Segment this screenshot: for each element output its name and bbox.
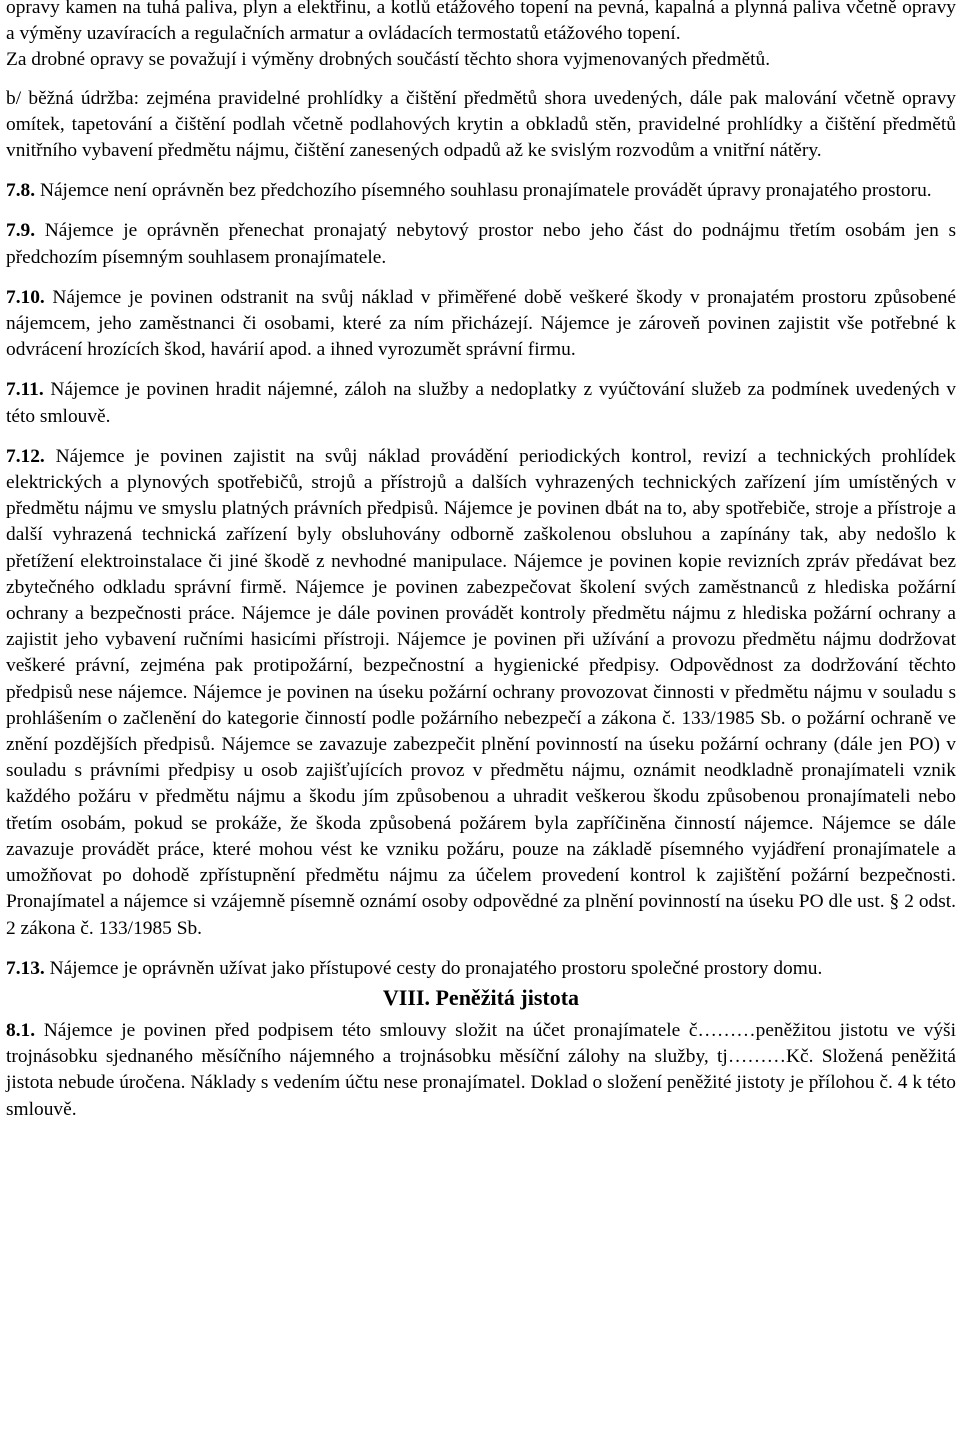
clause-text: Nájemce je oprávněn užívat jako přístupové cesty do pronajatého prostoru společné prostory domu. xyxy=(44,957,823,979)
clause-text: Nájemce je oprávněn přenechat pronajatý nebytový prostor nebo jeho část do podnájmu třetím osobám jen s předchozím písemným souhlasem pronajímatele. xyxy=(6,220,956,268)
clause-8-1 xyxy=(6,1018,956,1123)
clause-7-11 xyxy=(6,377,956,429)
clause-number: 7.12. xyxy=(6,445,45,467)
clause-text: Nájemce je povinen zajistit na svůj náklad provádění periodických kontrol, revizí a technických prohlídek elektrických a plynových spotřebičů, strojů a přístrojů a dalších vyhrazených technických zařízení jím umístěných v předmětu nájmu ve smyslu platných právních předpisů. Nájemce je povinen dbát na to, aby spotřebiče, stroje a přístroje a další vyhrazená technická zařízení byly obsluhovány odborně zaškolenou obsluhou a zapínány tak, aby nedošlo k přetížení elektroinstalace či jiné škodě z nevhodné manipulace. Nájemce je povinen kopie revizních zpráv předávat bez zbytečného odkladu správní firmě. Nájemce je povinen zabezpečovat školení svých zaměstnanců z hlediska požární ochrany a bezpečnosti práce. Nájemce je dále povinen provádět kontroly předmětu nájmu z hlediska požární ochrany a zajistit jeho vybavení ručními hasicími přístroji. Nájemce je povinen při užívání a provozu předmětu nájmu dodržovat veškeré právní, zejména pak protipožární, bezpečnostní a hygienické předpisy. Odpovědnost za dodržování těchto předpisů nese nájemce. Nájemce je povinen na úseku požární ochrany provozovat činnosti v předmětu nájmu v souladu s prohlášením o začlenění do kategorie činností podle požárního nebezpečí a zákona č. 133/1985 Sb. o požární ochraně ve znění pozdějších předpisů. Nájemce se zavazuje zabezpečit plnění povinností na úseku požární ochrany (dále jen PO) v souladu s právními předpisy u osob zajišťujících provoz v předmětu nájmu, oznámit neodkladně pronajímateli vznik každého požáru v předmětu nájmu a škodu jím způsobenou a uhradit veškerou škodu způsobenou pronajímateli nebo třetím osobám, pokud se prokáže, že škoda způsobená požárem byla zapříčiněna činností nájemce. Nájemce se dále zavazuje provádět práce, které mohou vést ke vzniku požáru, pouze na základě písemného vyjádření pronajímatele a umožňovat po dohodě zpřístupnění předmětu nájmu za účelem provedení kontrol k zajištění požární bezpečnosti. Pronajímatel a nájemce si vzájemně písemně oznámí osoby odpovědné za plnění povinností na úseku PO dle ust. § 2 odst. 2 zákona č. 133/1985 Sb. xyxy=(6,445,956,939)
clause-text: Nájemce je povinen před podpisem této smlouvy složit na účet pronajímatele č………peněžitou jistotu ve výši trojnásobku sjednaného měsíčního nájemného a trojnásobku měsíční zálohy na služby, tj………Kč. Složená peněžitá jistota nebude úročena. Náklady s vedením účtu nese pronajímatel. Doklad o složení peněžité jistoty je přílohou č. 4 k této smlouvě. xyxy=(6,1019,956,1120)
clause-number: 8.1. xyxy=(6,1019,36,1041)
clause-text: Nájemce není oprávněn bez předchozího písemného souhlasu pronajímatele provádět úpravy pronajatého prostoru. xyxy=(35,180,932,202)
intro-paragraph-minor-repairs: Za drobné opravy se považují i výměny drobných součástí těchto shora vyjmenovaných předmětů. xyxy=(6,49,771,71)
clause-number: 7.11. xyxy=(6,379,44,401)
clause-text: Nájemce je povinen hradit nájemné, záloh na služby a nedoplatky z vyúčtování služeb za podmínek uvedených v této smlouvě. xyxy=(6,379,956,427)
clause-number: 7.10. xyxy=(6,286,45,308)
clause-number: 7.8. xyxy=(6,180,36,202)
document-page xyxy=(6,0,956,1123)
clause-number: 7.13. xyxy=(6,957,45,979)
clause-7-12 xyxy=(6,444,956,942)
clause-7-9 xyxy=(6,218,956,270)
clause-7-13 xyxy=(6,956,956,982)
clause-7-10 xyxy=(6,285,956,364)
clause-7-8 xyxy=(6,178,956,204)
clause-number: 7.9. xyxy=(6,220,36,242)
paragraph-routine-maintenance: b/ běžná údržba: zejména pravidelné prohlídky a čištění předmětů shora uvedených, dále pak malování včetně opravy omítek, tapetování a čištění podlah včetně podlahových krytin a obkladů stěn, pravidelné prohlídky a čištění předmětů vnitřního vybavení předmětu nájmu, čištění zanesených odpadů až ke svislým rozvodům a vnitřní nátěry. xyxy=(6,87,956,162)
clause-text: Nájemce je povinen odstranit na svůj náklad v přiměřené době veškeré škody v pronajatém prostoru způsobené nájemcem, jeho zaměstnanci či osobami, které za ním přicházejí. Nájemce je zároveň povinen zajistit vše potřebné k odvrácení hrozících škod, havárií apod. a ihned vyrozumět správní firmu. xyxy=(6,286,956,361)
intro-paragraph: opravy kamen na tuhá paliva, plyn a elektřinu, a kotlů etážového topení na pevná, kapalná a plynná paliva včetně opravy a výměny uzavíracích a regulačních armatur a ovládacích termostatů etážového topení. xyxy=(6,0,956,45)
section-heading-viii: VIII. Peněžitá jistota xyxy=(382,984,580,1010)
